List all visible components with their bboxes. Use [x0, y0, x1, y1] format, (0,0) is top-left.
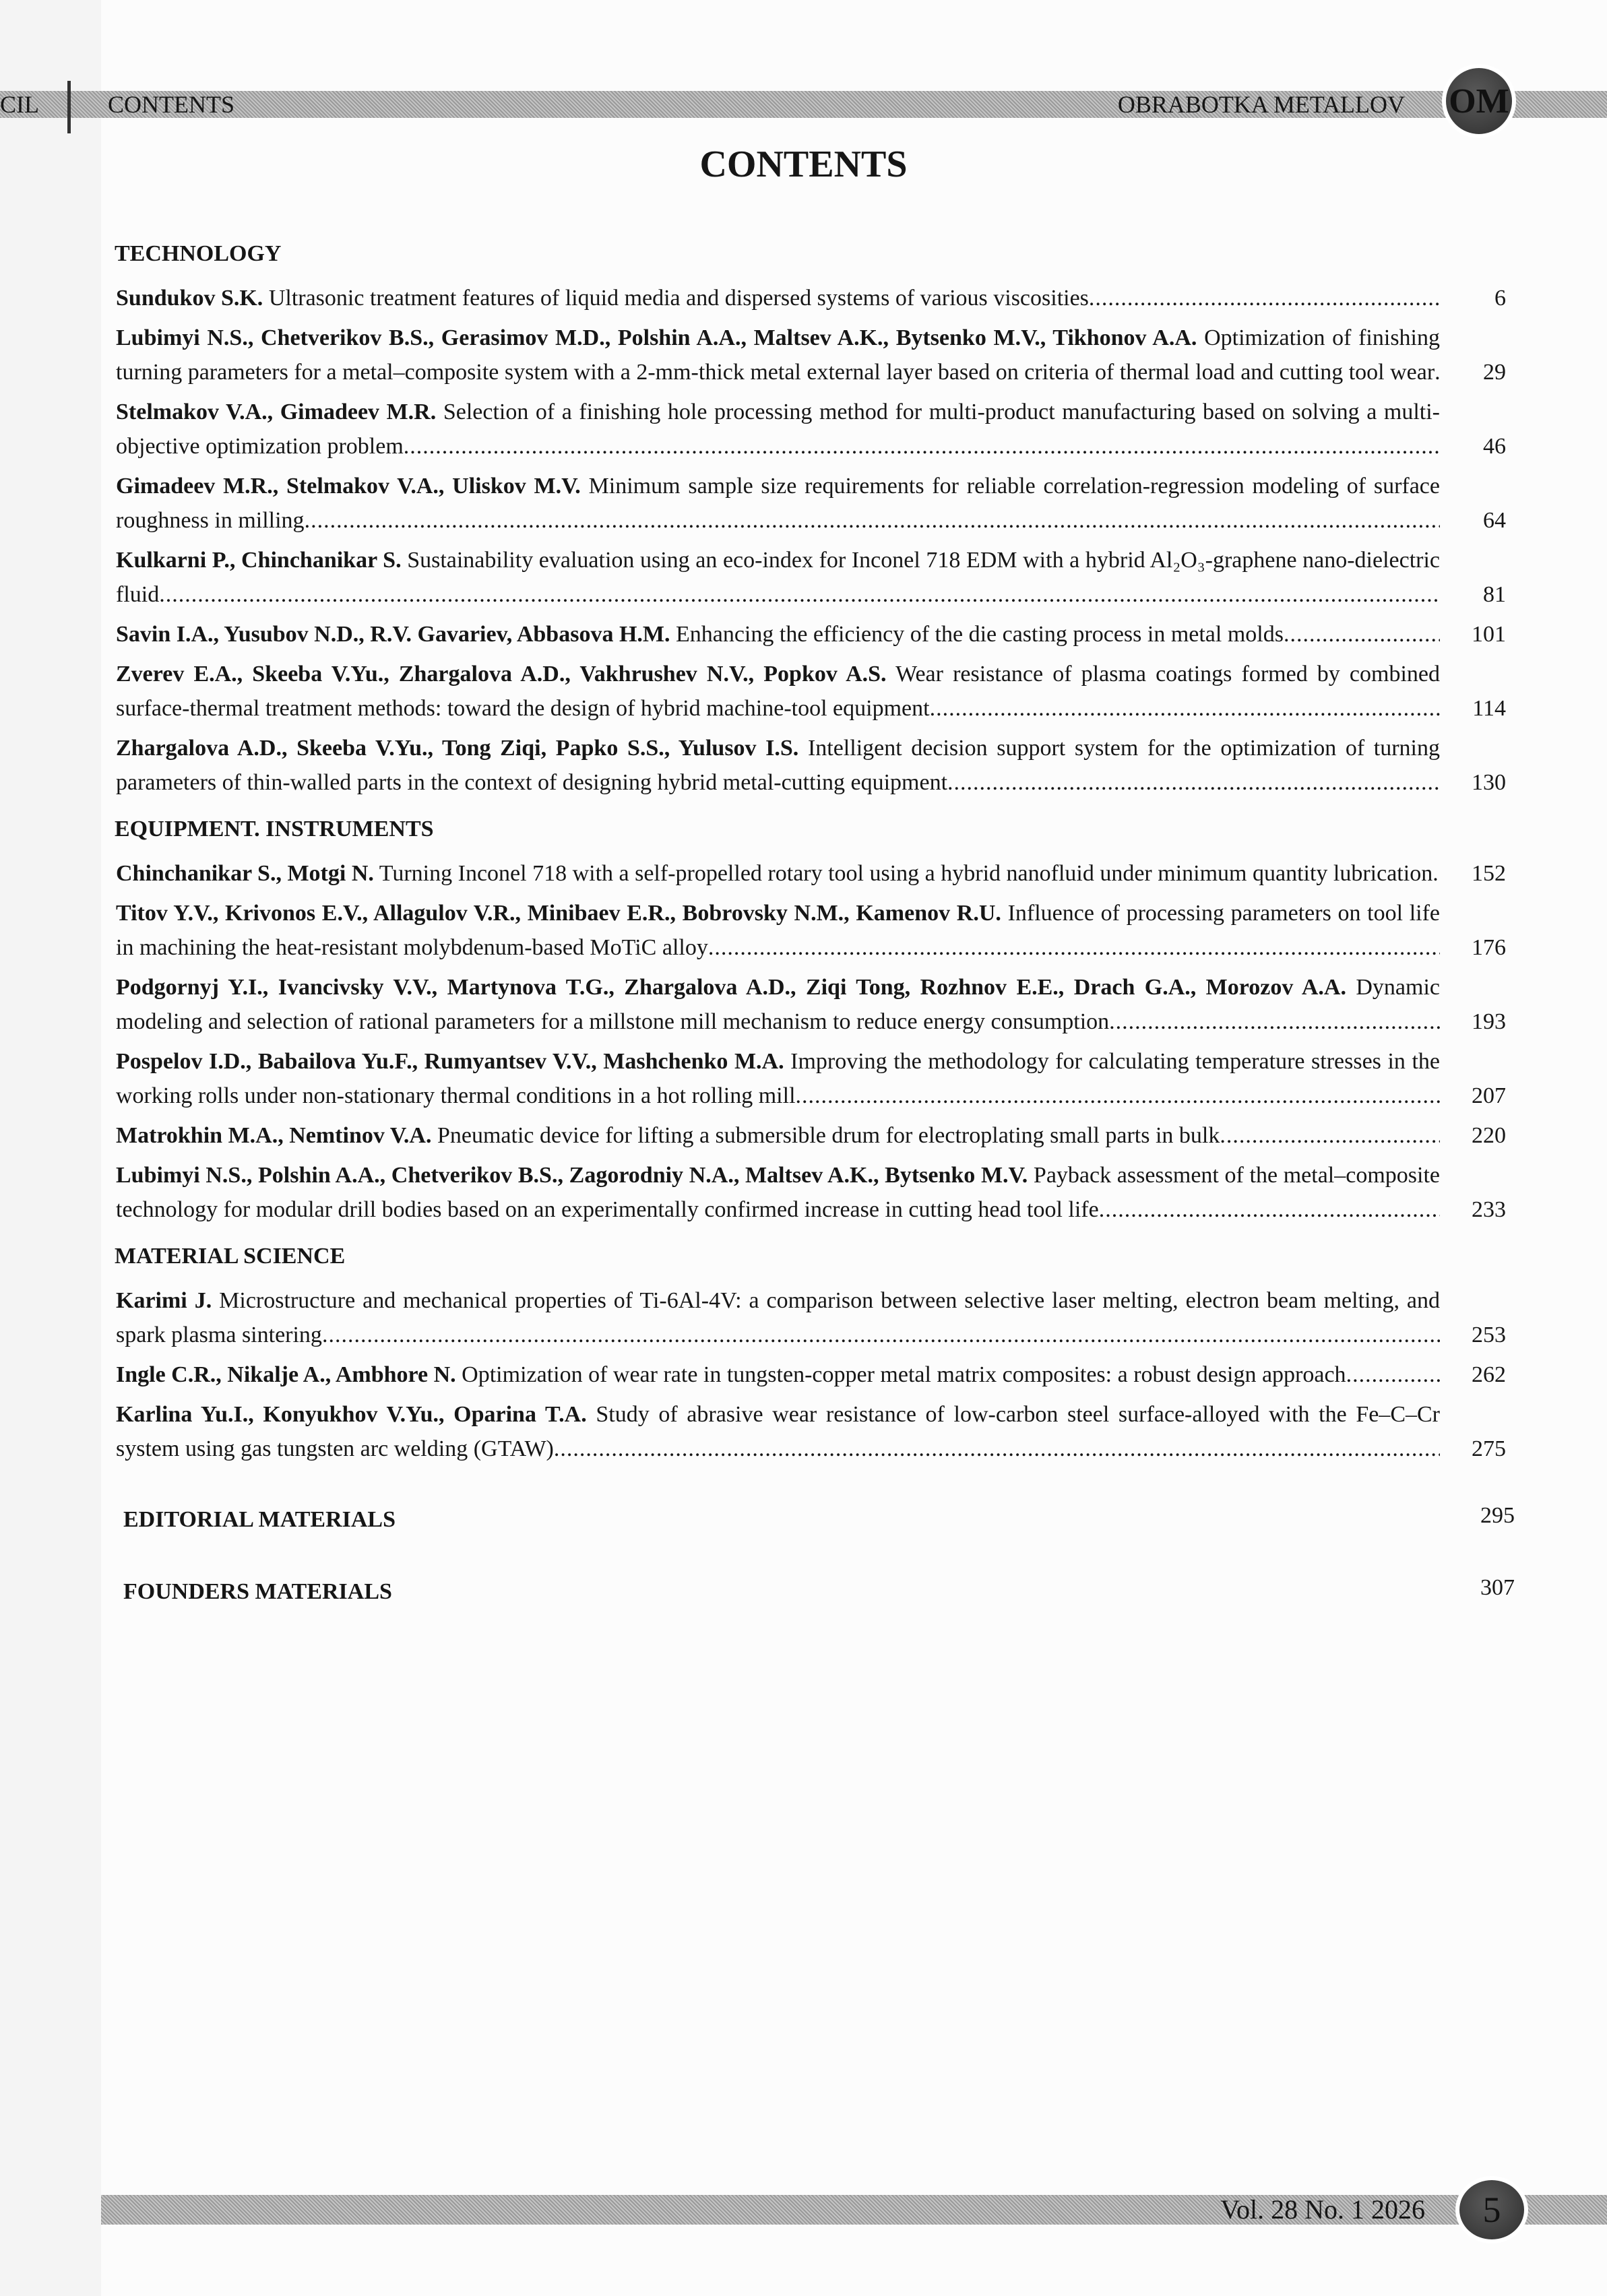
toc-entry[interactable]	[116, 1283, 1506, 1352]
entry-title: Microstructure and mechanical properties of Ti-6Al-4V: a comparison between selective laser melting, electron beam melting, and spark plasma sintering	[116, 1288, 1440, 1347]
toc-entry[interactable]	[116, 657, 1506, 726]
entry-title: Sustainability evaluation using an eco-index for Inconel 718 EDM with a hybrid Al₂O₃-graphene nano-dielectric fluid	[116, 548, 1440, 607]
toc-entry[interactable]	[116, 896, 1506, 965]
entry-authors: Karimi J.	[116, 1288, 212, 1313]
entry-title: Minimum sample size requirements for reliable correlation-regression modeling of surface roughness in milling	[116, 474, 1440, 533]
misc-founders-row[interactable]	[123, 1574, 1515, 1613]
entry-title: Wear resistance of plasma coatings formed by combined surface-thermal treatment methods: toward the design of hybrid machine-tool equipment	[116, 662, 1440, 721]
page-title: CONTENTS	[699, 144, 908, 185]
entry-title: Optimization of finishing turning parameters for a metal–composite system with a 2-mm-thick metal external layer based on criteria of thermal load and cutting tool wear	[116, 325, 1440, 385]
toc-entry[interactable]	[116, 395, 1506, 464]
toc-entry[interactable]	[116, 543, 1506, 612]
header-section: CONTENTS	[108, 91, 234, 118]
entry-page: 81	[1483, 582, 1506, 607]
entry-page: 29	[1483, 360, 1506, 385]
entry-authors: Titov Y.V., Krivonos E.V., Allagulov V.R., Minibaev E.R., Bobrovsky N.M., Kamenov R.U.	[116, 901, 1001, 926]
entry-authors: Ingle C.R., Nikalje A., Ambhore N.	[116, 1362, 456, 1387]
entry-authors: Stelmakov V.A., Gimadeev M.R.	[116, 400, 437, 424]
entry-title: Study of abrasive wear resistance of low-carbon steel surface-alloyed with the Fe–C–Cr system using gas tungsten arc welding (GTAW)	[116, 1402, 1440, 1461]
header-journal: OBRABOTKA METALLOV	[1117, 91, 1405, 118]
section-heading: TECHNOLOGY	[115, 241, 282, 266]
toc-entry[interactable]	[116, 617, 1506, 651]
footer-issue: Vol. 28 No. 1 2026	[1220, 2194, 1425, 2225]
entry-page: 253	[1472, 1322, 1506, 1347]
misc-founders: FOUNDERS MATERIALS	[123, 1579, 392, 1604]
entry-title: Payback assessment of the metal–composite technology for modular drill bodies based on an experimentally confirmed increase in cutting head tool life	[116, 1163, 1440, 1222]
entry-page: 152	[1472, 861, 1506, 886]
entry-title: Intelligent decision support system for the optimization of turning parameters of thin-walled parts in the context of designing hybrid metal-cutting equipment	[116, 736, 1440, 795]
entry-page: 130	[1472, 770, 1506, 795]
entry-title: Ultrasonic treatment features of liquid media and dispersed systems of various viscosities	[268, 286, 1089, 311]
entry-title: Influence of processing parameters on tool life in machining the heat-resistant molybdenum-based MoTiC alloy	[116, 901, 1440, 960]
entry-authors: Sundukov S.K.	[116, 286, 263, 311]
toc-entry[interactable]	[116, 856, 1506, 891]
entry-page: 262	[1472, 1362, 1506, 1387]
toc-entry[interactable]	[116, 1118, 1506, 1153]
entry-title: Turning Inconel 718 with a self-propelled rotary tool using a hybrid nanofluid under minimum quantity lubrication	[379, 861, 1433, 886]
entry-page: 46	[1483, 434, 1506, 459]
entry-authors: Karlina Yu.I., Konyukhov V.Yu., Oparina T.A.	[116, 1402, 587, 1427]
scan-margin	[0, 0, 101, 2296]
entry-page: 114	[1472, 696, 1506, 721]
toc-entry[interactable]	[116, 1044, 1506, 1113]
entry-page: 101	[1472, 622, 1506, 647]
page-number: 5	[1482, 2190, 1501, 2230]
table-of-contents	[115, 239, 1515, 1613]
toc-entry[interactable]	[116, 321, 1506, 389]
header-fragment: CIL	[0, 91, 39, 118]
entry-page: 6	[1494, 286, 1506, 311]
entry-authors: Pospelov I.D., Babailova Yu.F., Rumyantsev V.V., Mashchenko M.A.	[116, 1049, 784, 1074]
misc-editorial-row[interactable]	[123, 1502, 1515, 1541]
entry-authors: Savin I.A., Yusubov N.D., R.V. Gavariev, Abbasova H.M.	[116, 622, 670, 647]
section-heading: EQUIPMENT. INSTRUMENTS	[115, 817, 434, 841]
entry-page: 220	[1472, 1123, 1506, 1148]
entry-page: 275	[1472, 1436, 1506, 1461]
toc-entry[interactable]	[116, 1358, 1506, 1392]
entry-title: Optimization of wear rate in tungsten-copper metal matrix composites: a robust design approach	[462, 1362, 1346, 1387]
toc-entry[interactable]	[116, 970, 1506, 1039]
toc-entry[interactable]	[116, 1158, 1506, 1227]
misc-founders-page: 307	[1480, 1575, 1515, 1600]
page-number-badge	[1455, 2176, 1528, 2243]
entry-authors: Podgornyj Y.I., Ivancivsky V.V., Martynova T.G., Zhargalova A.D., Ziqi Tong, Rozhnov E.E., Drach G.A., Morozov A.A.	[116, 975, 1346, 1000]
entry-page: 207	[1472, 1083, 1506, 1108]
journal-logo-text: OM	[1449, 82, 1509, 121]
entry-title: Dynamic modeling and selection of rational parameters for a millstone mill mechanism to reduce energy consumption	[116, 975, 1440, 1034]
toc-entry[interactable]	[116, 281, 1506, 315]
section-heading: MATERIAL SCIENCE	[115, 1244, 346, 1269]
toc-entry[interactable]	[116, 469, 1506, 538]
entry-page: 64	[1483, 508, 1506, 533]
entry-title: Selection of a finishing hole processing method for multi-product manufacturing based on solving a multi-objective optimization problem	[116, 400, 1440, 459]
entry-authors: Zhargalova A.D., Skeeba V.Yu., Tong Ziqi, Papko S.S., Yulusov I.S.	[116, 736, 799, 761]
entry-title: Pneumatic device for lifting a submersible drum for electroplating small parts in bulk	[437, 1123, 1220, 1148]
toc-sections	[115, 239, 1506, 1466]
toc-entry[interactable]	[116, 731, 1506, 800]
toc-entry[interactable]	[116, 1397, 1506, 1466]
entry-authors: Zverev E.A., Skeeba V.Yu., Zhargalova A.D., Vakhrushev N.V., Popkov A.S.	[116, 662, 887, 687]
entry-page: 193	[1472, 1009, 1506, 1034]
misc-editorial-page: 295	[1480, 1503, 1515, 1528]
entry-title: Enhancing the efficiency of the die casting process in metal molds	[675, 622, 1284, 647]
entry-authors: Chinchanikar S., Motgi N.	[116, 861, 374, 886]
entry-page: 233	[1472, 1197, 1506, 1222]
entry-title: Improving the methodology for calculating temperature stresses in the working rolls under non-stationary thermal conditions in a hot rolling mill	[116, 1049, 1440, 1108]
header-divider	[67, 81, 71, 133]
entry-authors: Lubimyi N.S., Chetverikov B.S., Gerasimov M.D., Polshin A.A., Maltsev A.K., Bytsenko M.V., Tikhonov A.A.	[116, 325, 1197, 350]
misc-editorial: EDITORIAL MATERIALS	[123, 1507, 396, 1532]
entry-authors: Matrokhin M.A., Nemtinov V.A.	[116, 1123, 432, 1148]
journal-logo-icon	[1442, 64, 1516, 138]
entry-authors: Lubimyi N.S., Polshin A.A., Chetverikov B.S., Zagorodniy N.A., Maltsev A.K., Bytsenko M.V.	[116, 1163, 1028, 1188]
entry-authors: Kulkarni P., Chinchanikar S.	[116, 548, 402, 573]
entry-authors: Gimadeev M.R., Stelmakov V.A., Uliskov M.V.	[116, 474, 581, 499]
entry-page: 176	[1472, 935, 1506, 960]
